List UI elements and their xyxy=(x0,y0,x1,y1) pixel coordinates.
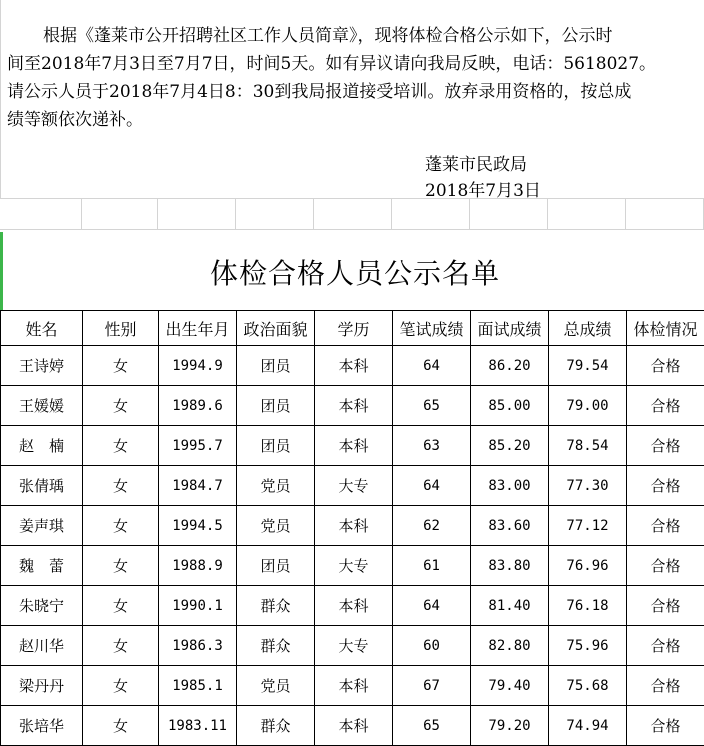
cell-exam-result: 合格 xyxy=(627,426,704,466)
cell-written-score: 63 xyxy=(393,426,471,466)
cell-birth: 1988.9 xyxy=(159,546,237,586)
cell-gender: 女 xyxy=(83,346,159,386)
issuing-organization: 蓬莱市民政局 xyxy=(425,150,527,175)
cell-education: 本科 xyxy=(315,706,393,746)
cell-political: 团员 xyxy=(237,386,315,426)
cell-education: 本科 xyxy=(315,586,393,626)
cell-interview-score: 83.60 xyxy=(471,506,549,546)
cell-written-score: 64 xyxy=(393,466,471,506)
cell-written-score: 65 xyxy=(393,386,471,426)
cell-political: 党员 xyxy=(237,506,315,546)
cell-gender: 女 xyxy=(83,506,159,546)
cell-written-score: 64 xyxy=(393,346,471,386)
cell-total-score: 77.12 xyxy=(549,506,627,546)
cell-written-score: 62 xyxy=(393,506,471,546)
cell-written-score: 65 xyxy=(393,706,471,746)
cell-name: 梁丹丹 xyxy=(1,666,83,706)
table-row xyxy=(1,346,704,386)
cell-exam-result: 合格 xyxy=(627,466,704,506)
cell-gender: 女 xyxy=(83,626,159,666)
cell-education: 本科 xyxy=(315,506,393,546)
cell-total-score: 75.68 xyxy=(549,666,627,706)
table-row xyxy=(1,386,704,426)
cell-total-score: 78.54 xyxy=(549,426,627,466)
cell-interview-score: 81.40 xyxy=(471,586,549,626)
cell-gender: 女 xyxy=(83,586,159,626)
table-row xyxy=(1,626,704,666)
cell-birth: 1984.7 xyxy=(159,466,237,506)
cell-birth: 1994.5 xyxy=(159,506,237,546)
cell-gender: 女 xyxy=(83,546,159,586)
cell-interview-score: 83.00 xyxy=(471,466,549,506)
cell-name: 张倩瑀 xyxy=(1,466,83,506)
title-band xyxy=(0,232,704,310)
cell-total-score: 74.94 xyxy=(549,706,627,746)
cell-gender: 女 xyxy=(83,426,159,466)
notice-section xyxy=(0,0,704,198)
notice-paragraph xyxy=(7,22,697,134)
cell-name: 姜声琪 xyxy=(1,506,83,546)
cell-total-score: 76.96 xyxy=(549,546,627,586)
cell-political: 党员 xyxy=(237,466,315,506)
cell-interview-score: 79.40 xyxy=(471,666,549,706)
cell-birth: 1990.1 xyxy=(159,586,237,626)
cell-name: 赵 楠 xyxy=(1,426,83,466)
cell-education: 本科 xyxy=(315,666,393,706)
cell-total-score: 75.96 xyxy=(549,626,627,666)
cell-gender: 女 xyxy=(83,666,159,706)
cell-political: 群众 xyxy=(237,706,315,746)
cell-name: 朱晓宁 xyxy=(1,586,83,626)
cell-education: 大专 xyxy=(315,546,393,586)
cell-written-score: 67 xyxy=(393,666,471,706)
cell-interview-score: 83.80 xyxy=(471,546,549,586)
header-gender: 性别 xyxy=(83,311,159,346)
cell-name: 王诗婷 xyxy=(1,346,83,386)
header-birth: 出生年月 xyxy=(159,311,237,346)
notice-line-2: 间至2018年7月3日至7月7日，时间5天。如有异议请向我局反映，电话：5618027。 xyxy=(7,50,697,78)
cell-exam-result: 合格 xyxy=(627,666,704,706)
cell-political: 群众 xyxy=(237,626,315,666)
cell-total-score: 77.30 xyxy=(549,466,627,506)
cell-interview-score: 85.00 xyxy=(471,386,549,426)
results-table xyxy=(0,310,704,746)
cell-exam-result: 合格 xyxy=(627,386,704,426)
cell-birth: 1983.11 xyxy=(159,706,237,746)
table-row xyxy=(1,466,704,506)
cell-total-score: 79.54 xyxy=(549,346,627,386)
cell-education: 本科 xyxy=(315,346,393,386)
header-written-score: 笔试成绩 xyxy=(393,311,471,346)
table-row xyxy=(1,666,704,706)
cell-total-score: 76.18 xyxy=(549,586,627,626)
cell-written-score: 61 xyxy=(393,546,471,586)
cell-education: 本科 xyxy=(315,426,393,466)
cell-birth: 1989.6 xyxy=(159,386,237,426)
cell-political: 团员 xyxy=(237,546,315,586)
cell-gender: 女 xyxy=(83,466,159,506)
header-interview-score: 面试成绩 xyxy=(471,311,549,346)
header-education: 学历 xyxy=(315,311,393,346)
table-row xyxy=(1,546,704,586)
cell-political: 团员 xyxy=(237,346,315,386)
cell-gender: 女 xyxy=(83,386,159,426)
cell-education: 本科 xyxy=(315,386,393,426)
notice-line-3: 请公示人员于2018年7月4日8：30到我局报道接受培训。放弃录用资格的，按总成 xyxy=(7,78,697,106)
table-row xyxy=(1,706,704,746)
cell-name: 张培华 xyxy=(1,706,83,746)
cell-gender: 女 xyxy=(83,706,159,746)
cell-exam-result: 合格 xyxy=(627,706,704,746)
notice-line-4: 绩等额依次递补。 xyxy=(7,106,697,134)
cell-birth: 1994.9 xyxy=(159,346,237,386)
cell-exam-result: 合格 xyxy=(627,506,704,546)
header-name: 姓名 xyxy=(1,311,83,346)
cell-political: 群众 xyxy=(237,586,315,626)
cell-education: 大专 xyxy=(315,626,393,666)
cell-exam-result: 合格 xyxy=(627,626,704,666)
cell-name: 魏 蕾 xyxy=(1,546,83,586)
header-exam-result: 体检情况 xyxy=(627,311,704,346)
cell-political: 党员 xyxy=(237,666,315,706)
cell-name: 赵川华 xyxy=(1,626,83,666)
header-total-score: 总成绩 xyxy=(549,311,627,346)
cell-written-score: 64 xyxy=(393,586,471,626)
header-political: 政治面貌 xyxy=(237,311,315,346)
cell-interview-score: 82.80 xyxy=(471,626,549,666)
notice-line-1: 根据《蓬莱市公开招聘社区工作人员简章》，现将体检合格公示如下，公示时 xyxy=(7,22,697,50)
issue-date: 2018年7月3日 xyxy=(425,176,541,201)
table-header-row xyxy=(1,311,704,346)
cell-birth: 1995.7 xyxy=(159,426,237,466)
table-row xyxy=(1,426,704,466)
table-row xyxy=(1,506,704,546)
cell-birth: 1985.1 xyxy=(159,666,237,706)
cell-exam-result: 合格 xyxy=(627,586,704,626)
cell-education: 大专 xyxy=(315,466,393,506)
cell-interview-score: 79.20 xyxy=(471,706,549,746)
cell-name: 王媛媛 xyxy=(1,386,83,426)
page-title: 体检合格人员公示名单 xyxy=(3,252,704,292)
cell-written-score: 60 xyxy=(393,626,471,666)
cell-interview-score: 85.20 xyxy=(471,426,549,466)
spreadsheet-empty-row xyxy=(0,198,704,230)
cell-total-score: 79.00 xyxy=(549,386,627,426)
cell-birth: 1986.3 xyxy=(159,626,237,666)
cell-exam-result: 合格 xyxy=(627,346,704,386)
cell-exam-result: 合格 xyxy=(627,546,704,586)
cell-interview-score: 86.20 xyxy=(471,346,549,386)
cell-political: 团员 xyxy=(237,426,315,466)
table-row xyxy=(1,586,704,626)
